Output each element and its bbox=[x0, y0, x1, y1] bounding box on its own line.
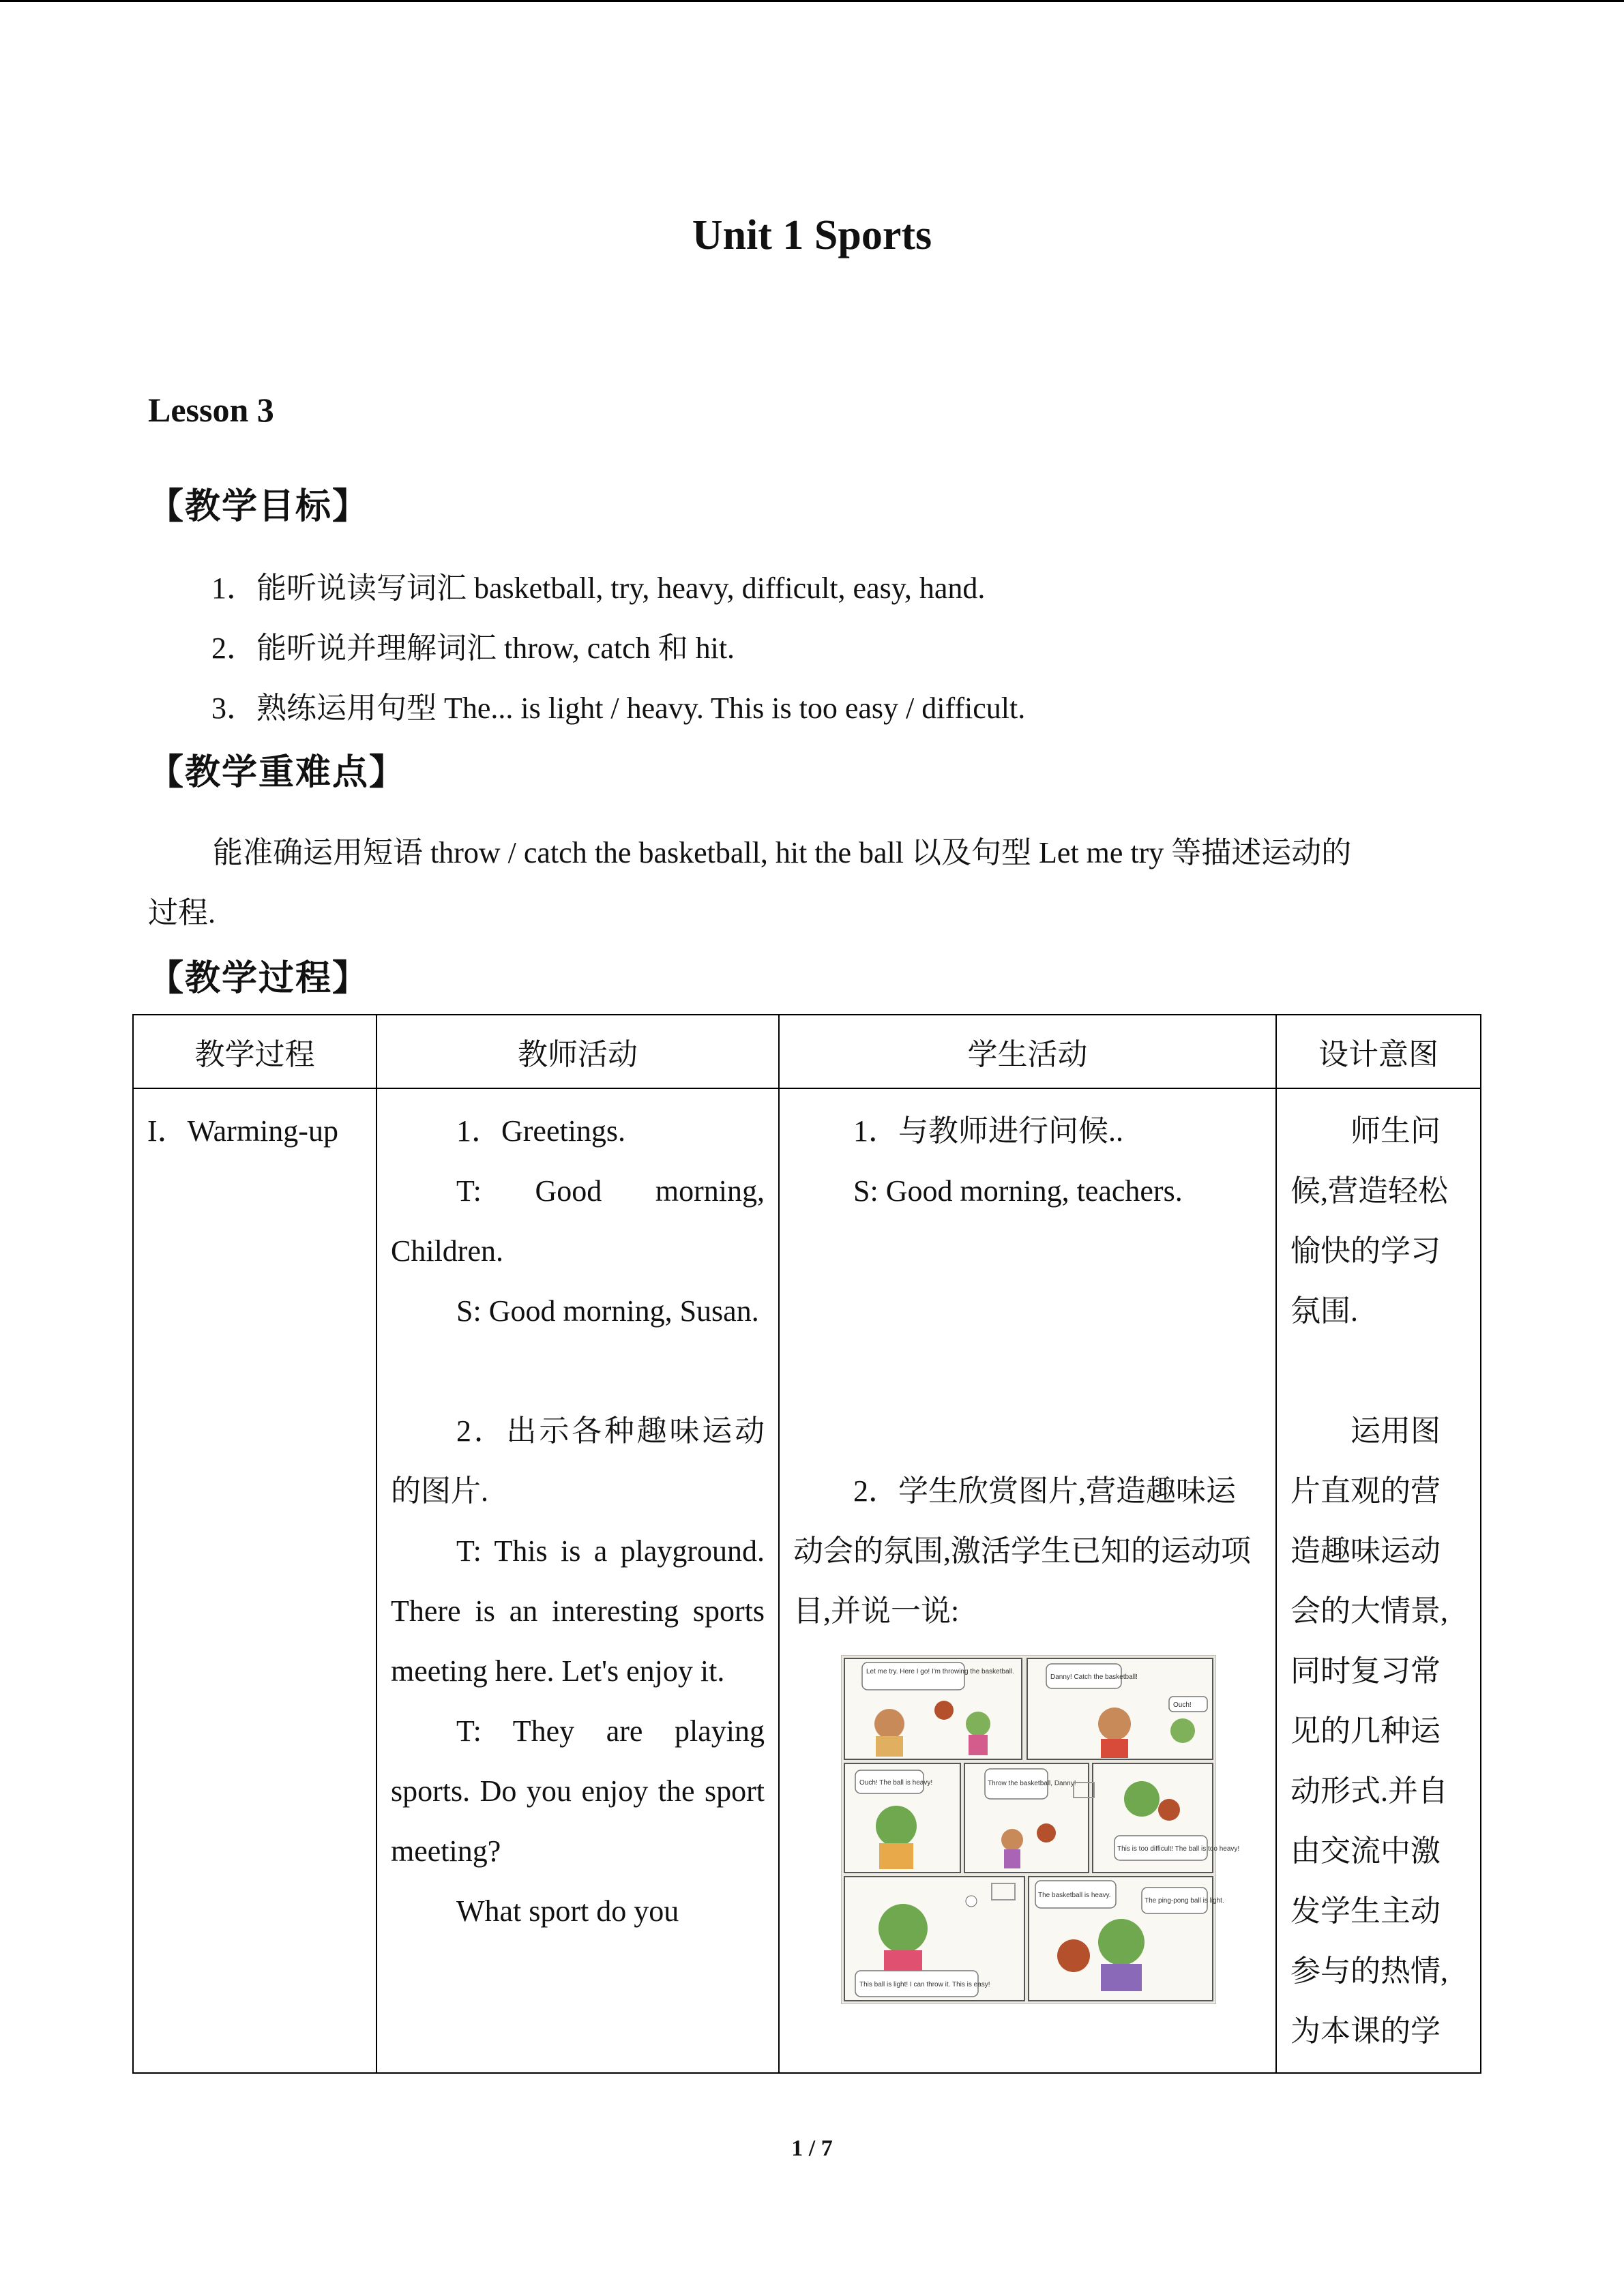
comic-speech-5: This is too difficult! The ball is too heavy! bbox=[1117, 1845, 1240, 1853]
teacher-show-pictures: 2．出示各种趣味运动的图片. bbox=[391, 1414, 765, 1508]
comic-speech-6: This ball is light! I can throw it. This is easy! bbox=[859, 1981, 990, 1988]
section-objectives-heading: 【教学目标】 bbox=[148, 486, 370, 527]
design-intent-cell bbox=[1276, 1088, 1481, 2073]
teacher-line: T: Good morning, Children. bbox=[391, 1174, 765, 1268]
section-process-heading: 【教学过程】 bbox=[148, 958, 370, 999]
comic-speech-7b: The ping-pong ball is light. bbox=[1145, 1897, 1224, 1905]
document-title: Unit 1 Sports bbox=[692, 212, 932, 258]
page-number: 1 / 7 bbox=[791, 2136, 833, 2161]
section-keypoints-heading: 【教学重难点】 bbox=[148, 752, 407, 793]
objective-item: 2．能听说并理解词汇 throw, catch 和 hit. bbox=[211, 631, 735, 665]
intent-text: 师生问候,营造轻松愉快的学习氛围. bbox=[1290, 1114, 1448, 1328]
comic-speech-3: Ouch! The ball is heavy! bbox=[859, 1779, 933, 1787]
column-header-teacher: 教师活动 bbox=[377, 1015, 779, 1088]
intent-text: 运用图片直观的营造趣味运动会的大情景,同时复习常见的几种运动形式.并自由交流中激发学生主动参与的热情,为本课的学 bbox=[1290, 1414, 1448, 2048]
column-header-student: 学生活动 bbox=[779, 1015, 1276, 1088]
stage-cell bbox=[133, 1088, 377, 2073]
lesson-heading: Lesson 3 bbox=[148, 391, 274, 429]
lesson-plan-table bbox=[132, 1014, 1481, 2074]
student-greeting: 1．与教师进行问候.. bbox=[853, 1114, 1123, 1148]
teacher-activity-cell bbox=[377, 1088, 779, 2073]
student-response-line: S: Good morning, Susan. bbox=[456, 1294, 759, 1328]
student-activity-cell bbox=[779, 1088, 1276, 2073]
teacher-line: What sport do you bbox=[456, 1894, 679, 1928]
student-line: S: Good morning, teachers. bbox=[853, 1174, 1183, 1208]
keypoints-paragraph-line2: 过程. bbox=[148, 896, 216, 929]
objective-item: 3．熟练运用句型 The... is light / heavy. This is too easy / difficult. bbox=[211, 691, 1026, 725]
stage-label: I．Warming-up bbox=[147, 1114, 338, 1148]
page-top-border bbox=[0, 0, 1624, 2]
comic-illustration bbox=[841, 1655, 1240, 2004]
keypoints-paragraph-line1: 能准确运用短语 throw / catch the basketball, hit the ball 以及句型 Let me try 等描述运动的 bbox=[213, 836, 1352, 869]
comic-speech-4: Throw the basketball, Danny! bbox=[988, 1780, 1076, 1787]
objective-item: 1．能听说读写词汇 basketball, try, heavy, difficult, easy, hand. bbox=[211, 571, 986, 605]
column-header-intent: 设计意图 bbox=[1276, 1015, 1481, 1088]
table-row bbox=[133, 1088, 1481, 2073]
teacher-greetings: 1．Greetings. bbox=[456, 1114, 626, 1148]
column-header-process: 教学过程 bbox=[133, 1015, 377, 1088]
teacher-line: T: This is a playground. There is an interesting sports meeting here. Let's enjoy it. bbox=[391, 1534, 765, 1688]
student-enjoy-pictures: 2．学生欣赏图片,营造趣味运动会的氛围,激活学生已知的运动项目,并说一说: bbox=[793, 1474, 1251, 1628]
comic-speech-2b: Ouch! bbox=[1173, 1701, 1192, 1709]
teacher-line: T: They are playing sports. Do you enjoy the sport meeting? bbox=[391, 1714, 765, 1868]
table-header-row bbox=[133, 1015, 1481, 1088]
comic-speech-1: Let me try. Here I go! I'm throwing the basketball. bbox=[866, 1668, 1014, 1675]
comic-speech-2: Danny! Catch the basketball! bbox=[1050, 1673, 1138, 1681]
comic-speech-7: The basketball is heavy. bbox=[1038, 1892, 1111, 1899]
